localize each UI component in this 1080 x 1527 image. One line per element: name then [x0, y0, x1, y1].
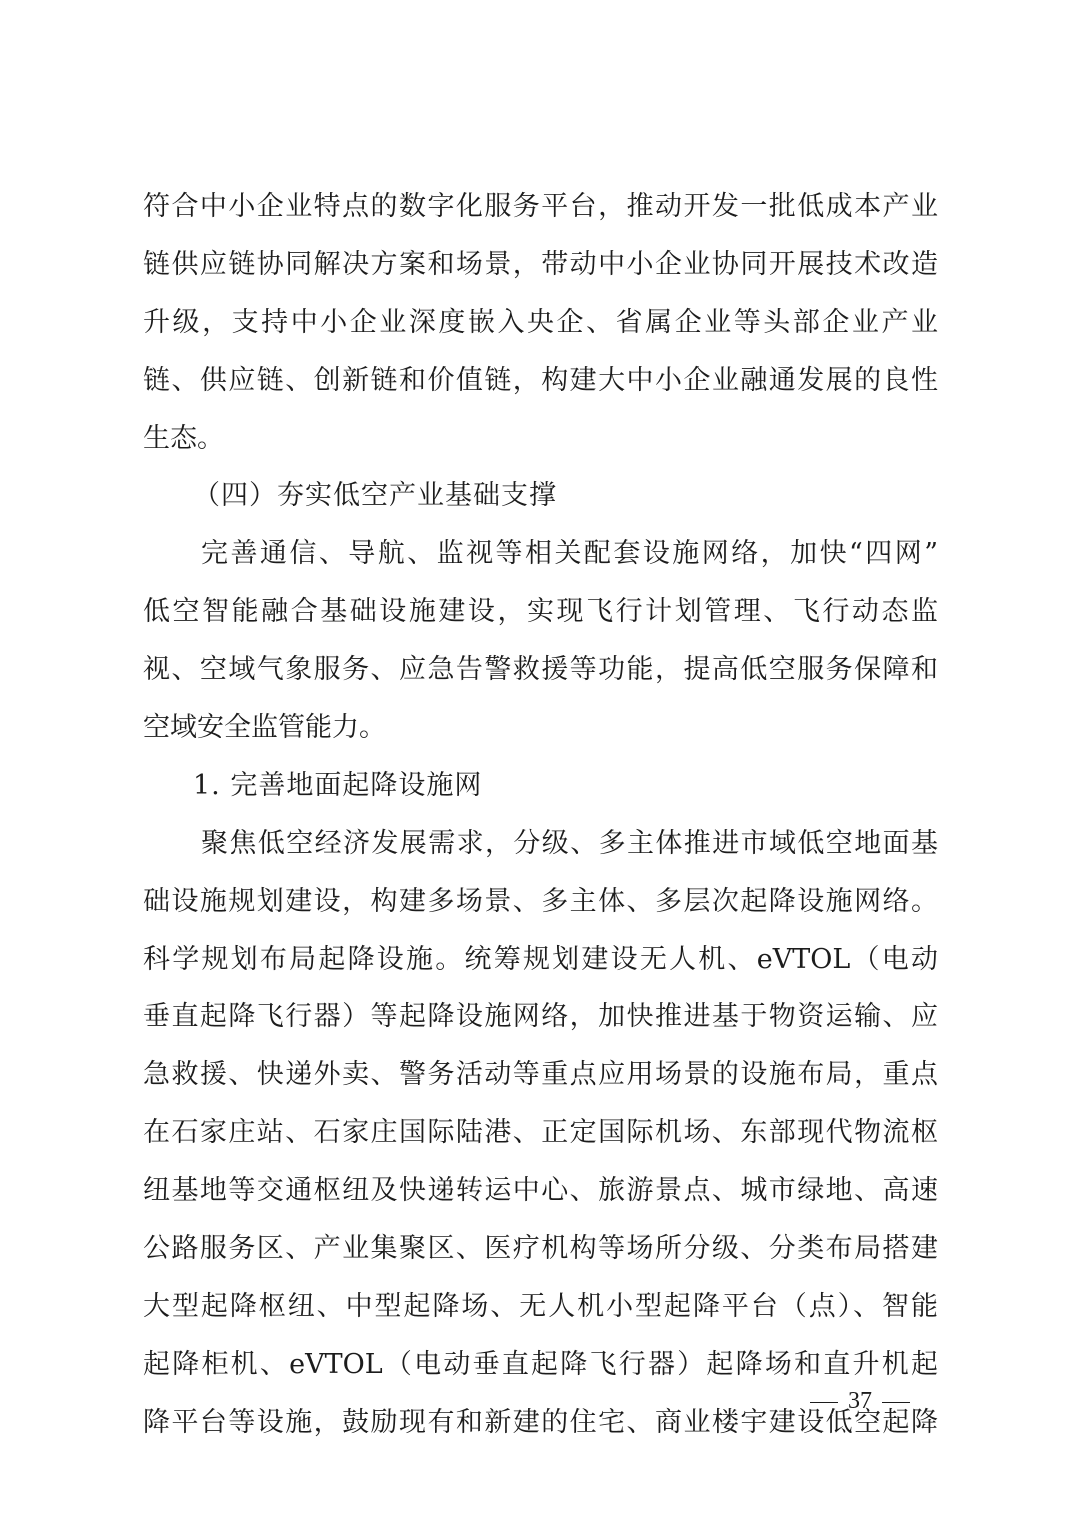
body-text	[143, 178, 938, 1452]
paragraph-line: 链供应链协同解决方案和场景，带动中小企业协同开展技术改造	[143, 248, 938, 280]
paragraph-line: 公路服务区、产业集聚区、医疗机构等场所分级、分类布局搭建	[143, 1233, 938, 1265]
paragraph-line: 链、供应链、创新链和价值链，构建大中小企业融通发展的良性	[143, 364, 938, 396]
page-number-value: 37	[848, 1388, 872, 1414]
paragraph-line: 符合中小企业特点的数字化服务平台，推动开发一批低成本产业	[143, 191, 938, 222]
paragraph-line: 降平台等设施，鼓励现有和新建的住宅、商业楼宇建设低空起降	[143, 1406, 938, 1438]
paragraph-line: 科学规划布局起降设施。统筹规划建设无人机、eVTOL（电动	[143, 943, 938, 975]
dash-left	[810, 1402, 838, 1403]
paragraph-line: 大型起降枢纽、中型起降场、无人机小型起降平台（点）、智能	[143, 1290, 938, 1322]
paragraph-line: 聚焦低空经济发展需求，分级、多主体推进市域低空地面基	[201, 827, 938, 859]
paragraph-line: 础设施规划建设，构建多场景、多主体、多层次起降设施网络。	[143, 885, 938, 917]
section-heading: （四）夯实低空产业基础支撑	[193, 480, 557, 512]
page-number	[800, 1386, 918, 1416]
paragraph-line: 空域安全监管能力。	[143, 712, 386, 744]
paragraph-line: 垂直起降飞行器）等起降设施网络，加快推进基于物资运输、应	[143, 1001, 938, 1033]
paragraph-line: 在石家庄站、石家庄国际陆港、正定国际机场、东部现代物流枢	[143, 1117, 938, 1149]
subsection-heading: 1. 完善地面起降设施网	[193, 769, 483, 801]
paragraph-line: 视、空域气象服务、应急告警救援等功能，提高低空服务保障和	[143, 654, 938, 686]
paragraph-line: 起降柜机、eVTOL（电动垂直起降飞行器）起降场和直升机起	[143, 1348, 938, 1380]
paragraph-line: 升级，支持中小企业深度嵌入央企、省属企业等头部企业产业	[143, 306, 938, 338]
paragraph-line: 生态。	[143, 422, 224, 454]
paragraph-line: 急救援、快递外卖、警务活动等重点应用场景的设施布局，重点	[143, 1059, 938, 1091]
dash-right	[882, 1402, 910, 1403]
paragraph-line: 纽基地等交通枢纽及快递转运中心、旅游景点、城市绿地、高速	[143, 1175, 938, 1207]
paragraph-line: 完善通信、导航、监视等相关配套设施网络，加快“四网”	[201, 538, 938, 570]
paragraph-line: 低空智能融合基础设施建设，实现飞行计划管理、飞行动态监	[143, 596, 938, 628]
